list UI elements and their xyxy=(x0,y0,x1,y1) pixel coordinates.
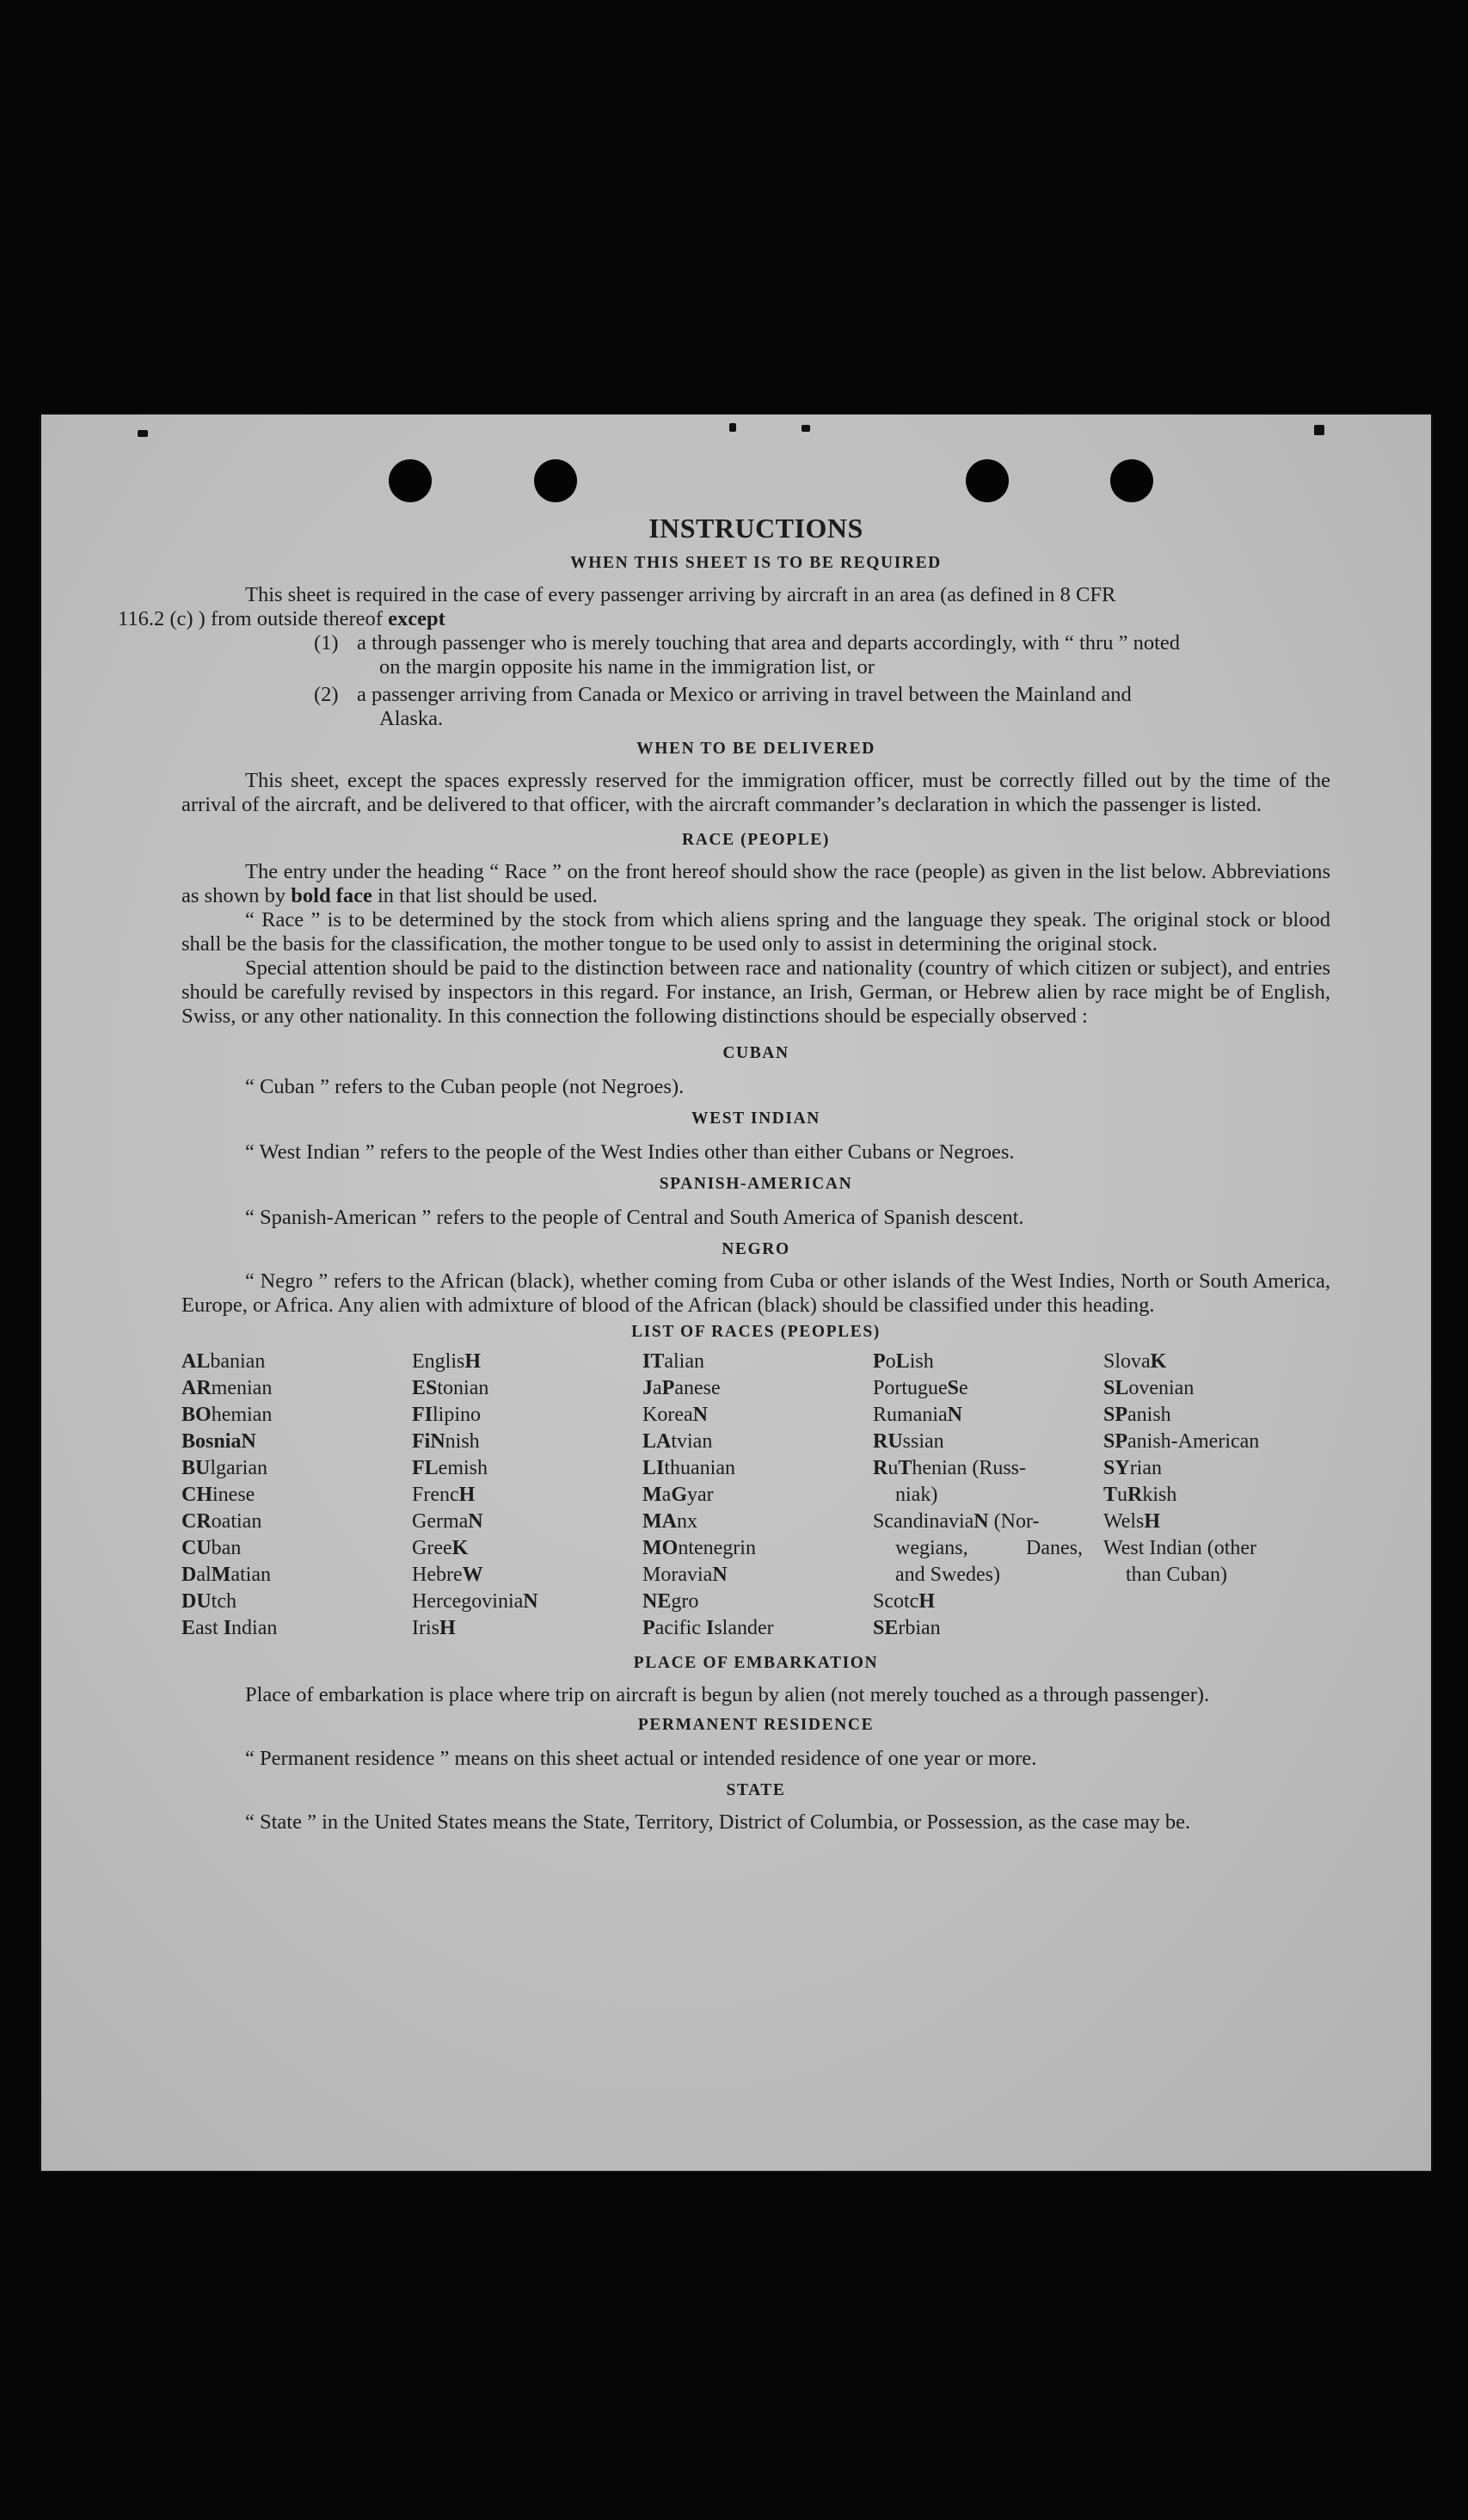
race-paragraph-2: “ Race ” is to be determined by the stock from which aliens spring and the language they speak. The original stock or blood shall be the basis for the classification, the mother tongue to be used only to assist in determining the original stock. xyxy=(181,908,1330,956)
race-entry: EnglisH xyxy=(412,1350,482,1373)
race-entry: East Indian xyxy=(181,1617,278,1639)
ink-speck xyxy=(138,430,148,437)
race-entry: GreeK xyxy=(412,1537,469,1559)
exception-item-1: (1) a through passenger who is merely touching that area and departs accordingly, with “ thru ” noted on the margin opposite his name in the immigration list, or xyxy=(314,631,1181,679)
exception-item-2: (2) a passenger arriving from Canada or Mexico or arriving in travel between the Mainland and Alaska. xyxy=(314,683,1132,730)
races-list xyxy=(181,1349,1330,1642)
race-entry: FIlipino xyxy=(412,1404,482,1426)
document-sheet xyxy=(41,415,1431,2171)
when-required-intro: This sheet is required in the case of every passenger arriving by aircraft in an area (as defined in 8 CFR 116.2 (c) ) from outside thereof except xyxy=(118,583,1116,630)
permanent-residence-text: “ Permanent residence ” means on this sheet actual or intended residence of one year or more. xyxy=(245,1747,1037,1770)
race-entry: SlovaK xyxy=(1103,1350,1167,1373)
race-entry: PoLish xyxy=(873,1350,934,1373)
race-entry: SPanish-American xyxy=(1103,1430,1260,1453)
race-entry: WelsH xyxy=(1103,1510,1161,1533)
negro-text: “ Negro ” refers to the African (black), whether coming from Cuba or other islands of the West Indies, North or South America, Europe, or Africa. Any alien with admixture of blood of the African (black) should be classified under this heading. xyxy=(181,1269,1330,1317)
section-heading: WEST INDIAN xyxy=(691,1109,820,1128)
race-entry: TuRkish xyxy=(1103,1484,1177,1506)
section-heading: LIST OF RACES (PEOPLES) xyxy=(631,1323,881,1341)
embarkation-text: Place of embarkation is place where trip on aircraft is begun by alien (not merely touched as a through passenger). xyxy=(245,1683,1210,1706)
race-paragraph-1: The entry under the heading “ Race ” on the front hereof should show the race (people) as given in the list below. Abbreviations as shown by bold face in that list should be used. xyxy=(181,860,1330,907)
race-entry: ALbanian xyxy=(181,1350,266,1373)
race-entry: SPanish xyxy=(1103,1404,1171,1426)
section-heading: NEGRO xyxy=(722,1240,790,1258)
race-entry: RUssian xyxy=(873,1430,944,1453)
race-entry: LAtvian xyxy=(642,1430,713,1453)
race-entry: FrencH xyxy=(412,1484,476,1506)
punch-hole xyxy=(1110,459,1153,502)
instructions-body xyxy=(118,513,1330,1835)
race-entry: FLemish xyxy=(412,1457,488,1479)
punch-hole xyxy=(534,459,577,502)
race-entry: ScotcH xyxy=(873,1590,935,1613)
race-entry xyxy=(1103,1589,1330,1615)
race-entry: SYrian xyxy=(1103,1457,1162,1479)
race-entry: GermaN xyxy=(412,1510,483,1533)
race-entry: DUtch xyxy=(181,1590,236,1613)
race-entry: NEgro xyxy=(642,1590,699,1613)
section-heading: STATE xyxy=(726,1781,786,1799)
race-paragraph-3: Special attention should be paid to the distinction between race and nationality (country of which citizen or subject), and entries should be carefully revised by inspectors in this regard. For instance, an Irish, German, or Hebrew alien by race might be of English, Swiss, or any other nationality. In this connection the following distinctions should be especially observed : xyxy=(181,956,1330,1028)
race-entry: JaPanese xyxy=(642,1377,721,1399)
when-delivered-text: This sheet, except the spaces expressly reserved for the immigration officer, must be correctly filled out by the time of the arrival of the aircraft, and be delivered to that officer, with the aircraft commander’s declaration in which the passenger is listed. xyxy=(181,769,1330,816)
west-indian-text: “ West Indian ” refers to the people of the West Indies other than either Cubans or Negroes. xyxy=(245,1140,1015,1164)
race-entry: West Indian (other xyxy=(1103,1537,1257,1559)
race-entry: MAnx xyxy=(642,1510,697,1533)
race-entry: and Swedes) xyxy=(895,1564,1000,1586)
race-entry: ARmenian xyxy=(181,1377,273,1399)
section-heading: WHEN TO BE DELIVERED xyxy=(636,740,875,758)
race-entry: SErbian xyxy=(873,1617,941,1639)
cuban-text: “ Cuban ” refers to the Cuban people (not Negroes). xyxy=(245,1075,685,1098)
race-entry: KoreaN xyxy=(642,1404,708,1426)
spanish-american-text: “ Spanish-American ” refers to the people of Central and South America of Spanish descent. xyxy=(245,1206,1024,1229)
section-heading: SPANISH-AMERICAN xyxy=(659,1175,853,1193)
race-entry: MOntenegrin xyxy=(642,1537,756,1559)
race-entry: wegians, Danes, xyxy=(895,1537,1083,1559)
punch-hole xyxy=(389,459,432,502)
page-title: INSTRUCTIONS xyxy=(648,513,863,544)
punch-hole xyxy=(966,459,1009,502)
ink-speck xyxy=(729,423,736,432)
race-entry: PortugueSe xyxy=(873,1377,968,1399)
race-entry: LIthuanian xyxy=(642,1457,735,1479)
race-entry xyxy=(1103,1615,1330,1642)
race-entry: HercegoviniaN xyxy=(412,1590,538,1613)
section-heading: CUBAN xyxy=(722,1044,789,1062)
race-entry: CUban xyxy=(181,1537,242,1559)
race-entry: Pacific Islander xyxy=(642,1617,774,1639)
race-entry: SLovenian xyxy=(1103,1377,1195,1399)
section-heading: PERMANENT RESIDENCE xyxy=(637,1716,875,1734)
race-entry: HebreW xyxy=(412,1564,483,1586)
race-entry: RuThenian (Russ- xyxy=(873,1457,1027,1479)
state-text: “ State ” in the United States means the State, Territory, District of Columbia, or Possession, as the case may be. xyxy=(245,1810,1191,1834)
section-heading: RACE (PEOPLE) xyxy=(682,831,830,849)
race-entry: BUlgarian xyxy=(181,1457,267,1479)
section-heading: WHEN THIS SHEET IS TO BE REQUIRED xyxy=(570,554,942,572)
race-entry: RumaniaN xyxy=(873,1404,962,1426)
race-entry: niak) xyxy=(895,1484,938,1506)
section-heading: PLACE OF EMBARKATION xyxy=(633,1654,879,1672)
race-entry: FiNnish xyxy=(412,1430,480,1453)
race-entry: MoraviaN xyxy=(642,1564,728,1586)
race-entry: IrisH xyxy=(412,1617,456,1639)
ink-speck xyxy=(802,425,810,432)
race-entry: ScandinaviaN (Nor- xyxy=(873,1510,1040,1533)
race-entry: than Cuban) xyxy=(1126,1564,1227,1586)
race-entry: BOhemian xyxy=(181,1404,273,1426)
race-entry: MaGyar xyxy=(642,1484,714,1506)
race-entry: DalMatian xyxy=(181,1564,271,1586)
race-entry: CRoatian xyxy=(181,1510,262,1533)
race-entry: ITalian xyxy=(642,1350,704,1373)
race-entry: EStonian xyxy=(412,1377,489,1399)
race-entry: CHinese xyxy=(181,1484,255,1506)
race-entry: BosniaN xyxy=(181,1430,256,1453)
ink-speck xyxy=(1314,425,1324,435)
